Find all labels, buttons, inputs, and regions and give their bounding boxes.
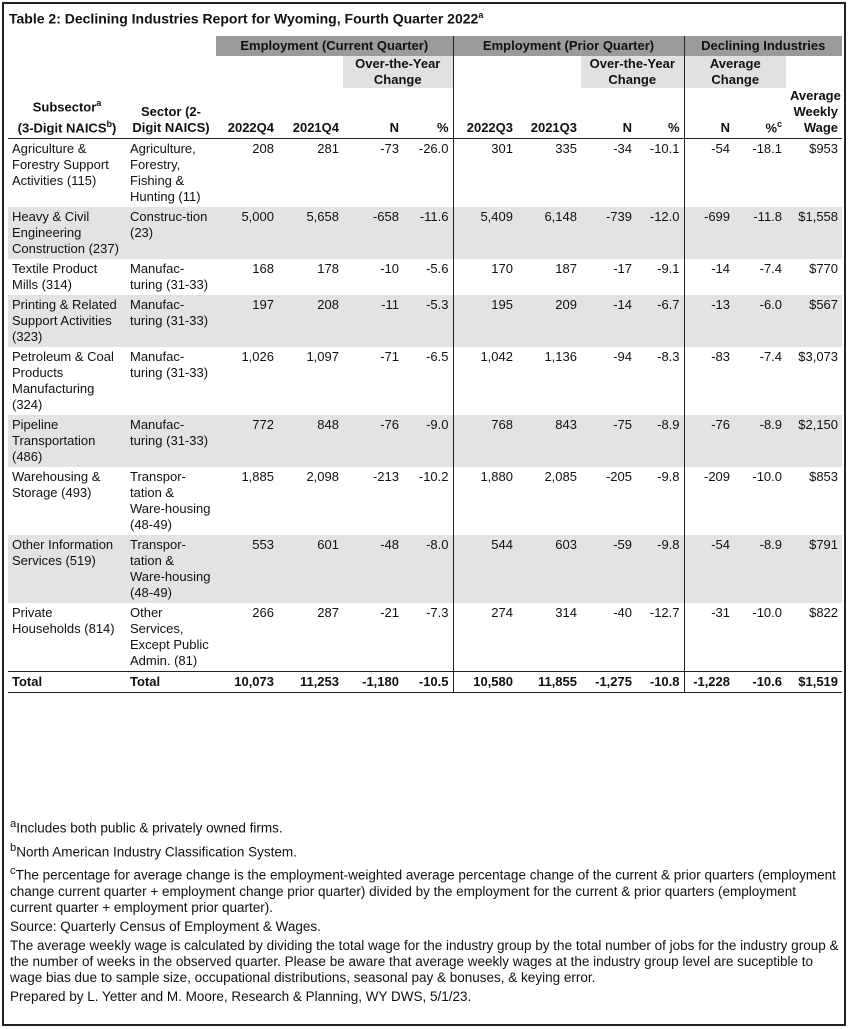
table-row [8,347,842,415]
cell-value: -209 [684,467,734,535]
cell-value: -8.9 [734,535,786,603]
cell-value: 195 [453,295,517,347]
cell-value: -10.2 [418,469,449,484]
cell-value: $770 [809,261,839,276]
cell-value: -18.1 [752,141,783,156]
cell-value: 197 [216,295,278,347]
cell-value: -7.4 [759,261,783,276]
cell-value: -5.6 [426,261,449,276]
cell-subsector: Heavy & Civil Engineering Construction (237) [8,207,126,259]
cell-value: $567 [786,295,842,347]
col-prior-n: N [581,88,636,139]
cell-value: 768 [453,415,517,467]
cell-value: 843 [517,415,581,467]
cell-value: 848 [278,415,343,467]
cell-value: -12.0 [636,207,684,259]
cell-value: -1,228 [684,672,734,693]
total-row [8,672,842,693]
cell-value: 1,026 [241,349,274,364]
cell-value: -9.8 [657,469,680,484]
cell-value: -11.8 [734,207,786,259]
table-title: Table 2: Declining Industries Report for Wyoming, Fourth Quarter 2022$^a$ [9,10,484,27]
cell-value: -9.8 [636,535,684,603]
cell-subsector: Total [8,672,126,693]
cell-value: -34 [613,141,632,156]
cell-value: -8.3 [657,349,680,364]
cell-value: -10.5 [403,672,453,693]
cell-value: -8.9 [734,415,786,467]
cell-value: 2,085 [544,469,577,484]
table-row [8,139,842,208]
header-subgroup-row [8,56,842,88]
subgroup-average-change: Average Change [684,56,786,88]
header-group-row [8,36,842,56]
cell-value: 10,580 [453,672,517,693]
cell-value: 1,885 [241,469,274,484]
cell-value: -94 [613,349,632,364]
cell-value: 1,042 [453,347,517,415]
cell-value: -11.6 [403,207,453,259]
cell-value: -11 [343,295,403,347]
header-column-row [8,88,842,139]
table-row [8,259,842,295]
cell-value: -7.3 [426,605,449,620]
cell-value: -8.0 [403,535,453,603]
cell-value: -40 [613,605,632,620]
cell-value: -54 [684,139,734,208]
cell-value: 208 [278,295,343,347]
cell-sector: Other Services, Except Public Admin. (81) [130,605,209,668]
cell-value: -10.6 [734,672,786,693]
subgroup-current-change: Over-the-Year Change [343,56,453,88]
cell-value: -14 [684,259,734,295]
table-row [8,603,842,672]
cell-value: -31 [684,603,734,672]
col-avg-pct: %$^c$ [734,88,786,139]
col-current-pct: % [403,88,453,139]
cell-value: 208 [252,141,274,156]
col-2022q4: 2022Q4 [216,88,278,139]
cell-subsector: Private Households (814) [12,605,115,636]
cell-value: -9.1 [657,261,680,276]
cell-value: -59 [581,535,636,603]
cell-value: 1,136 [544,349,577,364]
group-prior-quarter: Employment (Prior Quarter) [453,36,684,56]
cell-value: -6.0 [734,295,786,347]
cell-value: -10.0 [752,605,783,620]
wage-note: The average weekly wage is calculated by dividing the total wage for the industry group by the total number of jobs for the industry group & the number of weeks in the observed quarter. Please be aware that average weekly wages at the industry group level are suceptible to wage bias due to sample size, occupational distributions, seasonal pay & bonuses, & keying error. [10,937,839,985]
cell-value: 601 [278,535,343,603]
cell-value: -14 [581,295,636,347]
cell-value: 301 [453,139,517,208]
cell-value: -8.9 [636,415,684,467]
footnote-a: $^a$Includes both public & privately owned firms. [10,818,283,836]
cell-value: -213 [372,469,399,484]
cell-sector: Manufac-turing (31-33) [126,415,216,467]
col-avg-weekly-wage: Average Weekly Wage [786,88,842,139]
cell-value: $953 [809,141,839,156]
cell-sector: Manufac-turing (31-33) [130,261,209,292]
col-prior-pct: % [636,88,684,139]
group-current-quarter: Employment (Current Quarter) [216,36,453,56]
cell-value: 314 [555,605,577,620]
cell-value: -6.5 [426,349,449,364]
col-2021q4: 2021Q4 [278,88,343,139]
cell-subsector: Warehousing & Storage (493) [12,469,101,500]
cell-value: $822 [809,605,839,620]
subgroup-prior-change: Over-the-Year Change [581,56,684,88]
cell-subsector: Other Information Services (519) [8,535,126,603]
cell-value: 772 [216,415,278,467]
cell-value: -21 [380,605,399,620]
cell-value: $853 [809,469,839,484]
cell-value: -10.1 [649,141,680,156]
group-declining-industries: Declining Industries [684,36,842,56]
cell-value: -12.7 [649,605,680,620]
cell-value: -9.0 [403,415,453,467]
cell-value: $1,519 [786,672,842,693]
cell-subsector: Pipeline Transportation (486) [8,415,126,467]
cell-sector: Manufac-turing (31-33) [130,349,209,380]
cell-value: -1,275 [581,672,636,693]
cell-sector: Total [126,672,216,693]
cell-value: -17 [613,261,632,276]
cell-value: 281 [317,141,339,156]
cell-value: -10.0 [752,469,783,484]
cell-value: 266 [252,605,274,620]
cell-value: -739 [581,207,636,259]
cell-value: -48 [343,535,403,603]
table-row [8,535,842,603]
cell-value: 2,098 [306,469,339,484]
cell-value: -75 [581,415,636,467]
cell-subsector: Petroleum & Coal Products Manufacturing (324) [12,349,114,412]
cell-value: 1,880 [453,467,517,535]
cell-sector: Transpor-tation & Ware-housing (48-49) [130,469,211,532]
col-2021q3: 2021Q3 [517,88,581,139]
cell-value: -54 [684,535,734,603]
cell-value: 5,658 [278,207,343,259]
cell-value: 10,073 [216,672,278,693]
table-row [8,207,842,259]
table-row [8,415,842,467]
footnotes [10,816,840,1008]
cell-value: -10.8 [636,672,684,693]
cell-value: -1,180 [343,672,403,693]
col-subsector: Subsector$^a$ (3-Digit NAICS$^b$) [8,88,126,139]
cell-value: $791 [786,535,842,603]
cell-value: -13 [684,295,734,347]
cell-sector: Construc-tion (23) [126,207,216,259]
cell-value: 209 [517,295,581,347]
cell-value: 603 [517,535,581,603]
cell-value: 553 [216,535,278,603]
cell-value: 274 [453,603,517,672]
cell-value: -5.3 [403,295,453,347]
cell-value: 178 [317,261,339,276]
footnote-b: $^b$North American Industry Classification System. [10,841,297,859]
col-sector: Sector (2-Digit NAICS) [126,88,216,139]
cell-value: -7.4 [759,349,783,364]
cell-value: 1,097 [306,349,339,364]
col-avg-n: N [684,88,734,139]
table-row [8,467,842,535]
cell-value: 170 [453,259,517,295]
col-2022q3: 2022Q3 [453,88,517,139]
cell-sector: Transpor-tation & Ware-housing (48-49) [126,535,216,603]
cell-subsector: Printing & Related Support Activities (323) [8,295,126,347]
cell-value: 11,253 [278,672,343,693]
cell-value: 168 [252,261,274,276]
declining-industries-table [8,36,842,693]
prepared-by-note: Prepared by L. Yetter and M. Moore, Research & Planning, WY DWS, 5/1/23. [10,988,472,1004]
cell-value: -83 [684,347,734,415]
cell-value: 6,148 [517,207,581,259]
cell-sector: Agriculture, Forestry, Fishing & Hunting (11) [130,141,201,204]
cell-value: -205 [605,469,632,484]
cell-value: 335 [555,141,577,156]
cell-value: -10 [380,261,399,276]
cell-value: -658 [343,207,403,259]
cell-value: 5,409 [453,207,517,259]
cell-value: 287 [317,605,339,620]
cell-value: -6.7 [636,295,684,347]
table-row [8,295,842,347]
cell-value: 544 [453,535,517,603]
cell-value: 11,855 [517,672,581,693]
cell-value: $2,150 [786,415,842,467]
cell-value: $3,073 [798,349,839,364]
cell-value: -76 [684,415,734,467]
cell-value: -699 [684,207,734,259]
cell-value: -71 [380,349,399,364]
cell-subsector: Agriculture & Forestry Support Activities (115) [12,141,109,188]
cell-value: $1,558 [786,207,842,259]
footnote-c: $^c$The percentage for average change is the employment-weighted average percentage change of the current & prior quarters (employment change current quarter + employment change prior quarter) divided by the employment for the current & prior quarters (employment current quarter + employment prior quarter). [10,865,836,915]
cell-value: -26.0 [418,141,449,156]
source-note: Source: Quarterly Census of Employment & Wages. [10,918,321,934]
cell-value: -73 [380,141,399,156]
cell-sector: Manufac-turing (31-33) [126,295,216,347]
cell-subsector: Textile Product Mills (314) [12,261,98,292]
cell-value: 187 [555,261,577,276]
cell-value: -76 [343,415,403,467]
cell-value: 5,000 [216,207,278,259]
col-current-n: N [343,88,403,139]
